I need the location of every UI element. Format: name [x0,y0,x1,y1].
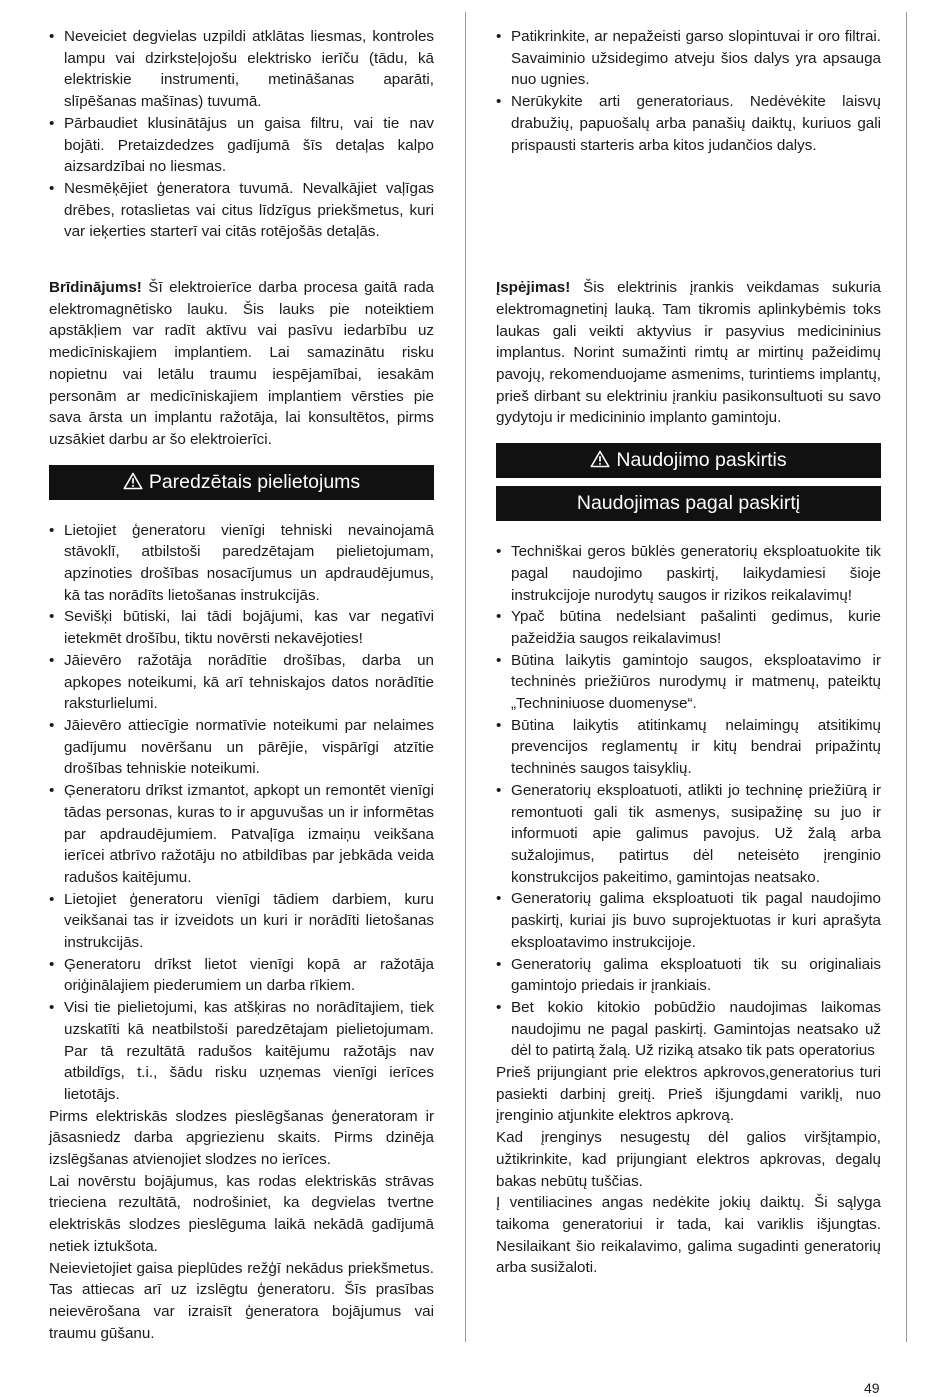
list-item: • Ypač būtina nedelsiant pašalinti gedimus, kurie pažeidžia saugos reikalavimus! [496,606,881,649]
list-item: • Lietojiet ģeneratoru vienīgi tehniski nevainojamā stāvoklī, atbilstoši paredzētajam pielietojumam, apzinoties drošības nosacījumus un apdraudējumus, kā tas norādīts lietošanas instrukcijās. [49,520,434,607]
list-item: • Nesmēķējiet ģeneratora tuvumā. Nevalkājiet vaļīgas drēbes, rotaslietas vai citus līdzīgus priekšmetus, kuri var ieķerties starterī vai citās rotējošās detaļās. [49,178,434,243]
list-item: • Būtina laikytis atitinkamų nelaimingų atsitikimų prevencijos reglamentų ir kitų bendrai pripažintų techninės saugos taisyklių. [496,715,881,780]
list-item: • Generatorių galima eksploatuoti tik su originaliais gamintojo priedais ir įrankiais. [496,954,881,997]
list-item: • Pārbaudiet klusinātājus un gaisa filtru, vai tie nav bojāti. Pretaizdedzes gadījumā šīs detaļas kalpo aizsardzībai no liesmas. [49,113,434,178]
right-column [496,26,881,1279]
section-subheading [496,486,881,521]
list-item: • Visi tie pielietojumi, kas atšķiras no norādītajiem, tiek uzskatīti kā neatbilstoši paredzētajam pielietojumam. Par tā rezultātā radušos kaitējumu ražotājs nav atbildīgs, t.i., šādu risku uzņemas vienīgi ierīces lietotājs. [49,997,434,1106]
list-item: • Jāievēro ražotāja norādītie drošības, darba un apkopes noteikumi, kā arī tehniskajos datos norādītie raksturlielumi. [49,650,434,715]
column-divider [465,12,466,1342]
paragraph: Lai novērstu bojājumus, kas rodas elektriskās strāvas trieciena rezultātā, nodrošiniet, ka degvielas tvertne elektriskās slodzes pieslēguma laikā nekādā gadījumā netiek iztukšota. [49,1172,434,1255]
right-section-bullets [496,541,881,1062]
list-item: • Patikrinkite, ar nepažeisti garso slopintuvai ir oro filtrai. Savaiminio užsidegimo atveju šios dalys yra apsauga nuo ugnies. [496,26,881,91]
warning-text: Šis elektrinis įrankis veikdamas sukuria elektromagnetinį lauką. Tam tikromis aplinkybėmis toks laukas gali veikti aktyvius ir pasyvius medicininius implantus. Norint sumažinti rimtų ar mirtinų pažeidimų pavojų, rekomenduojame asmenims, turintiems implantų, prieš dirbant su elektriniu įrankiu pasikonsultuoti su savo gydytoju ir medicininio implanto gamintoju. [496,279,881,427]
left-top-bullets [49,26,434,243]
left-warning [49,277,434,451]
section-title: Naudojimo paskirtis [616,449,787,472]
list-item: • Jāievēro attiecīgie normatīvie noteikumi par nelaimes gadījumu novēršanu un pārējie, vispārīgi atzītie drošības tehniskie noteikumi. [49,715,434,780]
list-item: • Neveiciet degvielas uzpildi atklātas liesmas, kontroles lampu vai dzirksteļojošu elektrisko ierīču (tādu, kā elektriskie instrumenti, metināšanas aparāti, slīpēšanas mašīnas) tuvumā. [49,26,434,113]
list-item: • Ģeneratoru drīkst izmantot, apkopt un remontēt vienīgi tādas personas, kuras to ir apguvušas un ir informētas par apdraudējumiem. Patvaļīga izmaiņu veikšana ierīcei atbrīvo ražotāju no atbildības par jebkāda veida radušos kaitējumu. [49,780,434,889]
left-column [49,26,434,1344]
right-top-bullets [496,26,881,156]
paragraph: Į ventiliacines angas nedėkite jokių daiktų. Ši sąlyga taikoma generatoriui ir tada, kai variklis išjungtas. Nesilaikant šio reikalavimo, galima sugadinti generatorių arba susižaloti. [496,1194,881,1277]
section-heading [49,465,434,500]
left-section-bullets [49,520,434,1106]
paragraph: Kad įrenginys nesugestų dėl galios viršįtampio, užtikrinkite, kad prijungiant elektros apkrovas, degalų bakas nebūtų tuščias. [496,1129,881,1190]
list-item: • Būtina laikytis gamintojo saugos, eksploatavimo ir techninės priežiūros nurodymų ir matmenų, pateiktų „Techniniuose duomenyse“. [496,650,881,715]
warning-label: Brīdinājums! [49,279,142,297]
list-item: • Sevišķi būtiski, lai tādi bojājumi, kas var negatīvi ietekmēt drošību, tiktu novērsti nekavējoties! [49,606,434,649]
right-warning [496,277,881,429]
list-item: • Lietojiet ģeneratoru vienīgi tādiem darbiem, kuru veikšanai tas ir izveidots un kuri ir norādīti lietošanas instrukcijās. [49,889,434,954]
list-item: • Ģeneratoru drīkst lietot vienīgi kopā ar ražotāja oriģinālajiem piederumiem un darba rīkiem. [49,954,434,997]
warning-triangle-icon [590,450,610,468]
warning-triangle-icon [123,472,143,490]
paragraph: Prieš prijungiant prie elektros apkrovos,generatorius turi pasiekti darbinį greitį. Prieš išjungdami variklį, nuo įrenginio atjunkite elektros apkrovą. [496,1064,881,1125]
warning-text: Šī elektroierīce darba procesa gaitā rada elektromagnētisko lauku. Šis lauks pie noteiktiem apstākļiem var radīt aktīvu vai pasīvu iedarbību uz medicīniskajiem implantiem. Lai samazinātu risku nopietnu vai letālu traumu iespējamībai, iesakām personām ar medicīniskajiem implantiem vērsties pie sava ārsta un implantu ražotāja, lai konsultētos, pirms uzsākiet darbu ar šo elektroierīci. [49,279,434,448]
list-item: • Bet kokio kitokio pobūdžio naudojimas laikomas naudojimu ne pagal paskirtį. Gamintojas neatsako už dėl to patirtą žalą. Už riziką atsako tik pats operatorius [496,997,881,1062]
section-title: Paredzētais pielietojums [148,470,361,493]
paragraph: Pirms elektriskās slodzes pieslēgšanas ģeneratoram ir jāsasniedz darba apgriezienu skaits. Pirms dzinēja izslēgšanas atvienojiet slodzes no ierīces. [49,1107,434,1169]
section-subtitle: Naudojimas pagal paskirtį [576,492,801,515]
list-item: • Nerūkykite arti generatoriaus. Nedėvėkite laisvų drabužių, papuošalų arba panašių daiktų, kuriuos gali prispausti starteris arba kitos judančios dalys. [496,91,881,156]
paragraph: Neievietojiet gaisa pieplūdes režģī nekādus priekšmetus. Tas attiecas arī uz izslēgtu ģeneratoru. Šīs prasības neievērošana var izraisīt ģeneratora bojājumus vai traumu gūšanu. [49,1259,434,1342]
list-item: • Generatorių galima eksploatuoti tik pagal naudojimo paskirtį, kuriai jis buvo suprojektuotas ir kuri aprašyta eksploatavimo instrukcijoje. [496,888,881,953]
section-heading [496,443,881,478]
warning-label: Įspėjimas! [496,279,571,297]
list-item: • Generatorių eksploatuoti, atlikti jo techninę priežiūrą ir remontuoti gali tik asmenys, susipažinę su juo ir informuoti apie galimus pavojus. Už žalą arba sužalojimus, patirtus dėl neteisėto įrenginio konstrukcijos pakeitimo, gamintojas neatsako. [496,780,881,889]
list-item: • Techniškai geros būklės generatorių eksploatuokite tik pagal naudojimo paskirtį, laikydamiesi šioje instrukcijoje nurodytų saugos ir rizikos reikalavimų! [496,541,881,606]
page-number: 49 [864,1380,880,1396]
page-edge-rule [906,12,907,1342]
